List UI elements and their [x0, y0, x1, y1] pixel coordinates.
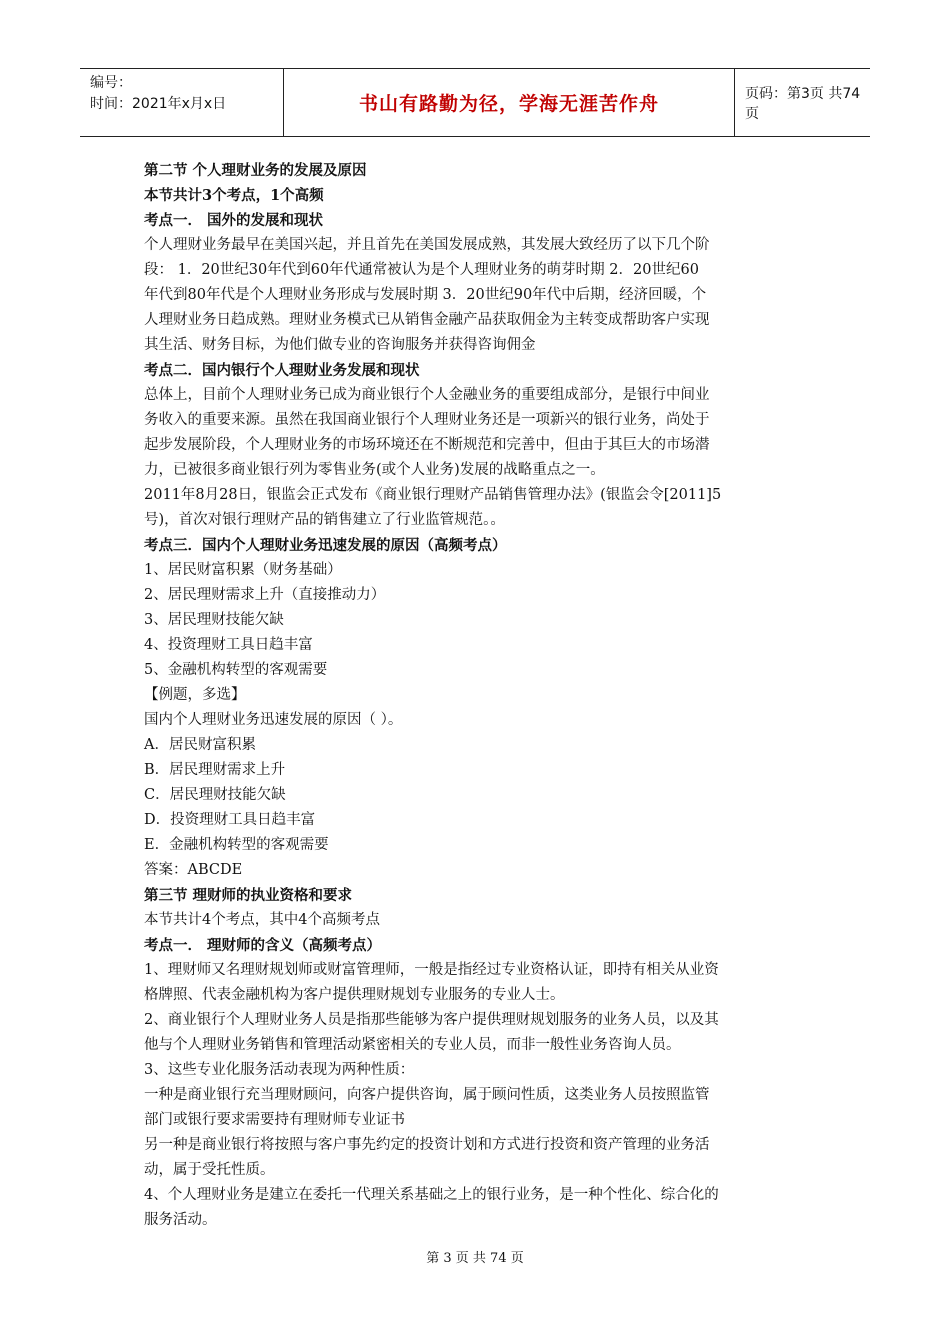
section-heading: 考点二．国内银行个人理财业务发展和现状 — [144, 362, 420, 379]
text-line: B．居民理财需求上升 — [144, 762, 286, 778]
text-line: 4、个人理财业务是建立在委托一代理关系基础之上的银行业务，是一种个性化、综合化的 — [144, 1187, 719, 1203]
document-body — [144, 158, 808, 1233]
text-line: 4、投资理财工具日趋丰富 — [144, 637, 313, 653]
page-header — [80, 68, 870, 137]
text-line: 务收入的重要来源。虽然在我国商业银行个人理财业务还是一项新兴的银行业务，尚处于 — [144, 412, 710, 428]
text-line: 动，属于受托性质。 — [144, 1162, 275, 1178]
page-footer — [0, 1247, 950, 1266]
text-line: 总体上，目前个人理财业务已成为商业银行个人金融业务的重要组成部分，是银行中间业 — [144, 387, 710, 403]
text-line: 年代到80年代是个人理财业务形成与发展时期 3．20世纪90年代中后期，经济回暖，个 — [144, 287, 707, 303]
text-line: 人理财业务日趋成熟。理财业务模式已从销售金融产品获取佣金为主转变成帮助客户实现 — [144, 312, 710, 328]
text-line: 2、商业银行个人理财业务人员是指那些能够为客户提供理财规划服务的业务人员，以及其 — [144, 1012, 719, 1028]
text-line: 力，已被很多商业银行列为零售业务(或个人业务)发展的战略重点之一。 — [144, 462, 605, 478]
text-line: 起步发展阶段，个人理财业务的市场环境还在不断规范和完善中，但由于其巨大的市场潜 — [144, 437, 710, 453]
text-line: 1、理财师又名理财规划师或财富管理师，一般是指经过专业资格认证，即持有相关从业资 — [144, 962, 719, 978]
text-line: 部门或银行要求需要持有理财师专业证书 — [144, 1112, 405, 1128]
text-line: 格牌照、代表金融机构为客户提供理财规划专业服务的专业人士。 — [144, 987, 565, 1003]
text-line: 3、这些专业化服务活动表现为两种性质： — [144, 1062, 415, 1078]
text-line: 【例题，多选】 — [144, 687, 246, 703]
section-heading: 考点一． 国外的发展和现状 — [144, 212, 324, 229]
text-line: 其生活、财务目标，为他们做专业的咨询服务并获得咨询佣金 — [144, 337, 536, 353]
text-line: 段： 1．20世纪30年代到60年代通常被认为是个人理财业务的萌芽时期 2．20世纪60 — [144, 262, 699, 278]
header-motto: 书山有路勤为径，学海无涯苦作舟 — [358, 93, 659, 115]
header-number-label: 编号： — [90, 75, 132, 91]
section-heading: 考点三．国内个人理财业务迅速发展的原因（高频考点） — [144, 537, 507, 554]
section-heading: 考点一． 理财师的含义（高频考点） — [144, 937, 382, 954]
header-meta — [80, 69, 283, 136]
text-line: 本节共计4个考点，其中4个高频考点 — [144, 912, 380, 928]
section-heading: 本节共计3个考点，1个高频 — [144, 187, 324, 204]
header-motto-cell — [283, 69, 735, 136]
text-line: 号)，首次对银行理财产品的销售建立了行业监管规范。。 — [144, 512, 505, 528]
header-page-info: 页码：第3页 共74页 — [745, 85, 861, 122]
footer-page-number: 第 3 页 共 74 页 — [426, 1251, 524, 1266]
header-page-cell — [735, 69, 870, 136]
section-heading: 第二节 个人理财业务的发展及原因 — [144, 162, 367, 179]
text-line: 个人理财业务最早在美国兴起，并且首先在美国发展成熟，其发展大致经历了以下几个阶 — [144, 237, 710, 253]
text-line: 3、居民理财技能欠缺 — [144, 612, 284, 628]
text-line: 他与个人理财业务销售和管理活动紧密相关的专业人员，而非一般性业务咨询人员。 — [144, 1037, 681, 1053]
text-line: 1、居民财富积累（财务基础） — [144, 562, 342, 578]
text-line: D．投资理财工具日趋丰富 — [144, 812, 316, 828]
text-line: C．居民理财技能欠缺 — [144, 787, 286, 803]
text-line: 国内个人理财业务迅速发展的原因（ ）。 — [144, 712, 403, 728]
text-line: E．金融机构转型的客观需要 — [144, 837, 329, 853]
header-date: 时间：2021年x月x日 — [90, 96, 227, 112]
text-line: 另一种是商业银行将按照与客户事先约定的投资计划和方式进行投资和资产管理的业务活 — [144, 1137, 710, 1153]
section-heading: 第三节 理财师的执业资格和要求 — [144, 887, 353, 904]
text-line: 5、金融机构转型的客观需要 — [144, 662, 328, 678]
text-line: 2、居民理财需求上升（直接推动力） — [144, 587, 386, 603]
text-line: 答案：ABCDE — [144, 862, 243, 878]
text-line: 2011年8月28日，银监会正式发布《商业银行理财产品销售管理办法》(银监会令[2011]5 — [144, 487, 722, 503]
text-line: 一种是商业银行充当理财顾问，向客户提供咨询，属于顾问性质，这类业务人员按照监管 — [144, 1087, 710, 1103]
text-line: 服务活动。 — [144, 1212, 217, 1228]
text-line: A．居民财富积累 — [144, 737, 256, 753]
